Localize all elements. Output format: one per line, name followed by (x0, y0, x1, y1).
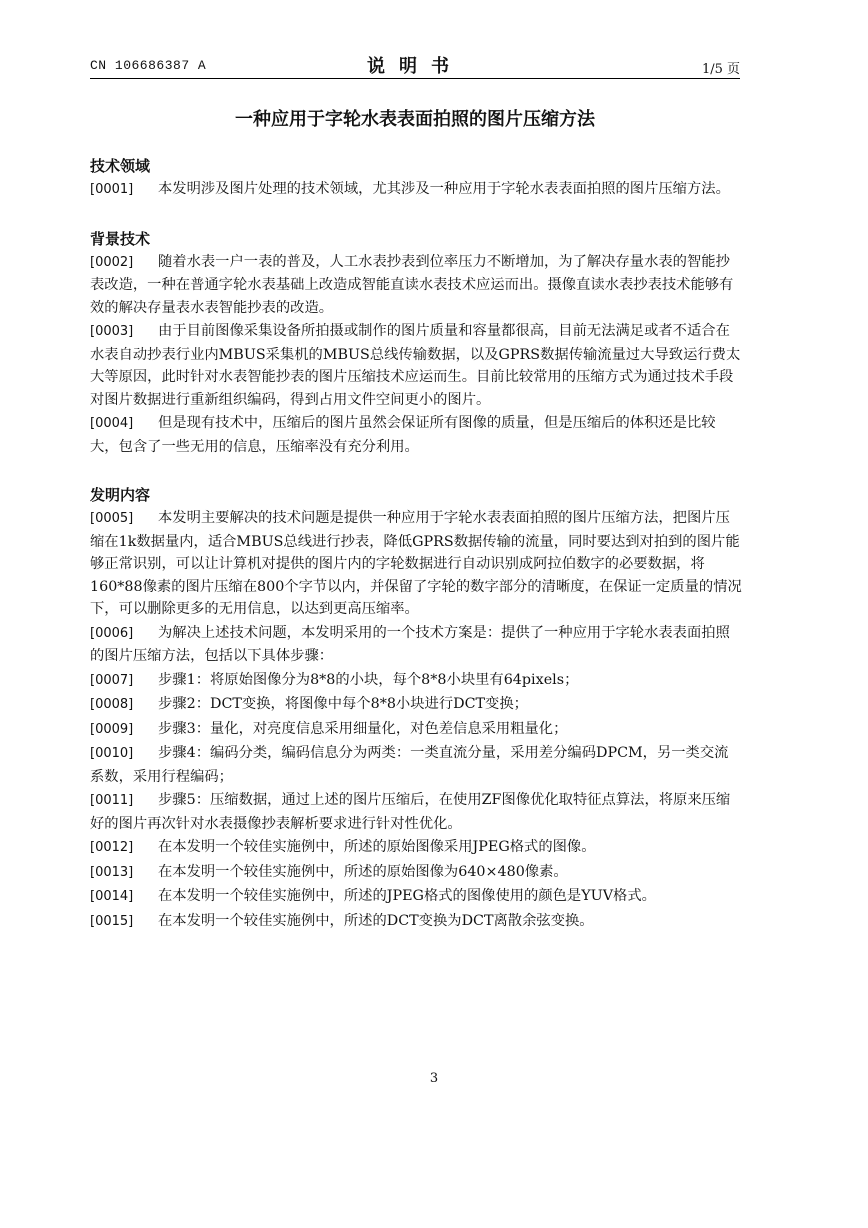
paragraph-0014 (90, 885, 742, 909)
paragraph-number: [0003] (90, 324, 134, 339)
paragraph-text: 步骤5：压缩数据，通过上述的图片压缩后，在使用ZF图像优化取特征点算法，将原来压缩好的图片再次针对水表摄像抄表解析要求进行针对性优化。 (90, 792, 731, 832)
paragraph-text: 在本发明一个较佳实施例中，所述的原始图像为640×480像素。 (158, 863, 568, 880)
paragraph-0004 (90, 412, 742, 458)
paragraph-0012 (90, 836, 742, 860)
paragraph-0005 (90, 507, 742, 621)
paragraph-0002 (90, 251, 742, 320)
paragraph-0010 (90, 742, 742, 788)
paragraph-number: [0013] (90, 864, 134, 880)
section-heading: 发明内容 (90, 486, 151, 504)
paragraph-number: [0012] (90, 840, 134, 855)
paragraph-text: 在本发明一个较佳实施例中，所述的JPEG格式的图像使用的颜色是YUV格式。 (158, 888, 656, 904)
paragraph-0007 (90, 669, 742, 693)
paragraph-text: 步骤2：DCT变换，将图像中每个8*8小块进行DCT变换； (158, 696, 528, 712)
paragraph-number: [0001] (90, 182, 134, 197)
section-background (90, 228, 742, 459)
paragraph-number: [0006] (90, 625, 134, 641)
section-invention-content (90, 484, 742, 933)
paragraph-text: 由于目前图像采集设备所拍摄或制作的图片质量和容量都很高，目前无法满足或者不适合在水表自动抄表行业内MBUS采集机的MBUS总线传输数据，以及GPRS数据传输流量过大导致运行费太大等原因，此时针对水表智能抄表的图片压缩技术应运而生。目前比较常用的压缩方式为通过技术手段对图片数据进行重新组织编码，得到占用文件空间更小的图片。 (90, 323, 741, 408)
paragraph-number: [0010] (90, 746, 134, 761)
document-body (90, 155, 742, 934)
document-type: 说明书 (367, 56, 463, 77)
paragraph-0011 (90, 789, 742, 835)
paragraph-number: [0004] (90, 416, 134, 431)
paragraph-number: [0002] (90, 254, 134, 270)
paragraph-number: [0011] (90, 793, 134, 808)
paragraph-text: 在本发明一个较佳实施例中，所述的DCT变换为DCT离散余弦变换。 (158, 912, 594, 929)
paragraph-0008 (90, 693, 742, 717)
page-number: 3 (429, 1071, 439, 1086)
paragraph-0013 (90, 861, 742, 885)
section-heading: 背景技术 (90, 229, 151, 248)
page-header (90, 52, 740, 79)
paragraph-text: 步骤4：编码分类，编码信息分为两类：一类直流分量，采用差分编码DPCM，另一类交流系数，采用行程编码； (90, 745, 729, 785)
paragraph-0009 (90, 718, 742, 742)
paragraph-text: 本发明主要解决的技术问题是提供一种应用于字轮水表表面拍照的图片压缩方法，把图片压缩在1k数据量内，适合MBUS总线进行抄表，降低GPRS数据传输的流量，同时要达到对拍到的图片能够正常识别，可以让计算机对提供的图片内的字轮数据进行自动识别成阿拉伯数字的必要数据，将160*88像素的图片压缩在800个字节以内，并保留了字轮的数字部分的清晰度，在保证一定质量的情况下，可以删除更多的无用信息，以达到更高压缩率。 (90, 510, 742, 617)
paragraph-text: 步骤1：将原始图像分为8*8的小块，每个8*8小块里有64pixels； (158, 671, 579, 688)
paragraph-text: 在本发明一个较佳实施例中，所述的原始图像采用JPEG格式的图像。 (158, 839, 596, 855)
paragraph-text: 但是现有技术中，压缩后的图片虽然会保证所有图像的质量，但是压缩后的体积还是比较大，包含了一些无用的信息，压缩率没有充分利用。 (90, 415, 716, 455)
paragraph-0001 (90, 178, 742, 202)
section-heading: 技术领域 (90, 157, 151, 175)
paragraph-0003 (90, 320, 742, 411)
paragraph-0006 (90, 622, 742, 668)
section-technical-field (90, 155, 742, 202)
publication-number: CN 106686387 A (90, 58, 207, 73)
paragraph-number: [0009] (90, 721, 134, 737)
paragraph-number: [0005] (90, 511, 134, 526)
paragraph-text: 随着水表一户一表的普及，人工水表抄表到位率压力不断增加，为了解决存量水表的智能抄表改造，一种在普通字轮水表基础上改造成智能直读水表技术应运而出。摄像直读水表抄表技术能够有效的解决存量表水表智能抄表的改造。 (90, 253, 734, 316)
paragraph-text: 为解决上述技术问题，本发明采用的一个技术方案是：提供了一种应用于字轮水表表面拍照的图片压缩方法，包括以下具体步骤： (90, 624, 730, 664)
paragraph-number: [0015] (90, 913, 134, 929)
document-title: 一种应用于字轮水表表面拍照的图片压缩方法 (235, 109, 595, 130)
page-indicator: 1/5 页 (701, 62, 740, 77)
paragraph-number: [0007] (90, 672, 134, 688)
paragraph-0015 (90, 910, 742, 934)
paragraph-text: 本发明涉及图片处理的技术领域，尤其涉及一种应用于字轮水表表面拍照的图片压缩方法。 (158, 181, 730, 197)
paragraph-text: 步骤3：量化，对亮度信息采用细量化，对色差信息采用粗量化； (158, 720, 568, 737)
paragraph-number: [0014] (90, 889, 134, 904)
paragraph-number: [0008] (90, 697, 134, 712)
